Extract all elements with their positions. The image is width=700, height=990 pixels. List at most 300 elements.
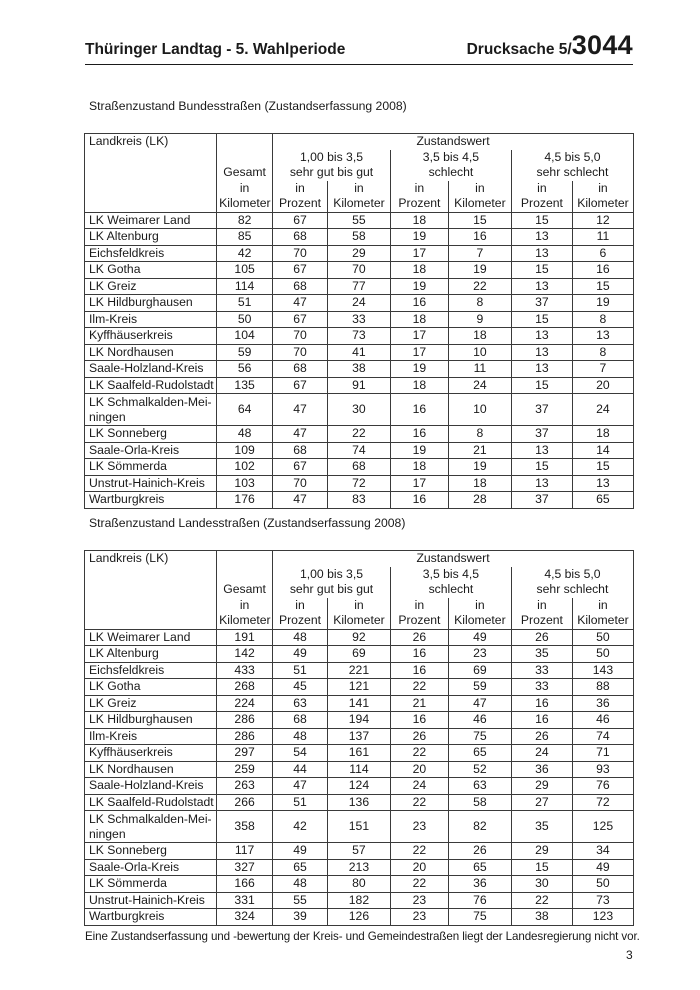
value-cell: 33 xyxy=(511,679,572,696)
value-cell: 8 xyxy=(448,426,511,443)
table-row xyxy=(85,909,634,926)
value-cell: 18 xyxy=(572,426,633,443)
value-cell: 59 xyxy=(448,679,511,696)
value-cell: 16 xyxy=(390,712,448,729)
value-cell: 19 xyxy=(390,361,448,378)
table-row xyxy=(85,679,634,696)
value-cell: 135 xyxy=(217,377,273,394)
range3-description: sehr schlecht xyxy=(536,165,609,180)
value-cell: 68 xyxy=(273,442,328,459)
unit-in-label: in xyxy=(354,180,364,195)
district-name: Saale-Orla-Kreis xyxy=(85,442,217,459)
district-header-label: Landkreis (LK) xyxy=(89,551,169,566)
value-cell: 324 xyxy=(217,909,273,926)
value-cell: 72 xyxy=(327,475,390,492)
value-cell: 22 xyxy=(327,426,390,443)
district-header-label: Landkreis (LK) xyxy=(89,134,169,149)
district-name: LK Hildburghausen xyxy=(85,712,217,729)
value-cell: 20 xyxy=(572,377,633,394)
value-cell: 64 xyxy=(217,394,273,426)
value-cell: 49 xyxy=(273,843,328,860)
value-cell: 55 xyxy=(273,892,328,909)
unit-in-label: in xyxy=(475,180,485,195)
table-row xyxy=(85,442,634,459)
table-row xyxy=(85,426,634,443)
value-cell: 13 xyxy=(511,442,572,459)
district-name: LK Nordhausen xyxy=(85,761,217,778)
unit-in-label: in xyxy=(354,597,364,612)
value-cell: 65 xyxy=(572,492,633,509)
value-cell: 266 xyxy=(217,794,273,811)
district-name: LK Gotha xyxy=(85,262,217,279)
value-cell: 16 xyxy=(390,394,448,426)
value-cell: 16 xyxy=(511,695,572,712)
value-cell: 17 xyxy=(390,245,448,262)
value-cell: 117 xyxy=(217,843,273,860)
unit-prozent-label: Prozent xyxy=(278,196,321,211)
value-cell: 91 xyxy=(327,377,390,394)
value-cell: 36 xyxy=(448,876,511,893)
value-cell: 114 xyxy=(327,761,390,778)
value-cell: 23 xyxy=(448,646,511,663)
district-name: LK Sonneberg xyxy=(85,426,217,443)
district-name: LK Weimarer Land xyxy=(85,212,217,229)
header-zustandswert xyxy=(273,134,634,150)
value-cell: 182 xyxy=(327,892,390,909)
value-cell: 143 xyxy=(572,662,633,679)
district-name: LK Greiz xyxy=(85,278,217,295)
unit-in-label: in xyxy=(537,180,547,195)
district-name: LK Altenburg xyxy=(85,646,217,663)
table2-caption: Straßenzustand Landesstraßen (Zustandserfassung 2008) xyxy=(89,516,406,530)
district-name: LK Greiz xyxy=(85,695,217,712)
value-cell: 18 xyxy=(390,212,448,229)
value-cell: 124 xyxy=(327,778,390,795)
value-cell: 75 xyxy=(448,909,511,926)
value-cell: 18 xyxy=(390,377,448,394)
zustandswert-label: Zustandswert xyxy=(416,551,490,566)
value-cell: 30 xyxy=(511,876,572,893)
unit-in-label: in xyxy=(239,597,250,612)
value-cell: 54 xyxy=(273,745,328,762)
value-cell: 24 xyxy=(390,778,448,795)
district-name: LK Hildburghausen xyxy=(85,295,217,312)
value-cell: 27 xyxy=(511,794,572,811)
value-cell: 176 xyxy=(217,492,273,509)
document-number xyxy=(467,30,633,61)
table-row xyxy=(85,295,634,312)
value-cell: 161 xyxy=(327,745,390,762)
district-name: LK Sömmerda xyxy=(85,876,217,893)
unit-kilometer-label: Kilometer xyxy=(454,196,506,211)
unit-in-label: in xyxy=(598,180,608,195)
value-cell: 47 xyxy=(273,778,328,795)
header-district xyxy=(85,551,217,567)
value-cell: 37 xyxy=(511,394,572,426)
value-cell: 23 xyxy=(390,909,448,926)
value-cell: 213 xyxy=(327,859,390,876)
value-cell: 20 xyxy=(390,761,448,778)
value-cell: 35 xyxy=(511,811,572,843)
value-cell: 45 xyxy=(273,679,328,696)
value-cell: 33 xyxy=(511,662,572,679)
table-row xyxy=(85,629,634,646)
value-cell: 33 xyxy=(327,311,390,328)
district-name: LK Saalfeld-Rudolstadt xyxy=(85,377,217,394)
value-cell: 13 xyxy=(511,475,572,492)
value-cell: 16 xyxy=(390,295,448,312)
page-header xyxy=(85,28,633,65)
value-cell: 44 xyxy=(273,761,328,778)
unit-prozent-label: Prozent xyxy=(398,196,441,211)
value-cell: 67 xyxy=(273,459,328,476)
value-cell: 29 xyxy=(511,843,572,860)
value-cell: 18 xyxy=(448,328,511,345)
value-cell: 88 xyxy=(572,679,633,696)
value-cell: 15 xyxy=(572,278,633,295)
value-cell: 67 xyxy=(273,377,328,394)
value-cell: 71 xyxy=(572,745,633,762)
range2-label: 3,5 bis 4,5 xyxy=(422,566,480,581)
value-cell: 327 xyxy=(217,859,273,876)
value-cell: 58 xyxy=(448,794,511,811)
district-name: Kyffhäuserkreis xyxy=(85,745,217,762)
table-row xyxy=(85,475,634,492)
unit-kilometer-label: Kilometer xyxy=(333,613,385,628)
value-cell: 137 xyxy=(327,728,390,745)
header-zustandswert xyxy=(273,551,634,567)
district-name: Saale-Holzland-Kreis xyxy=(85,361,217,378)
value-cell: 17 xyxy=(390,475,448,492)
value-cell: 11 xyxy=(572,229,633,246)
value-cell: 18 xyxy=(448,475,511,492)
table-row xyxy=(85,278,634,295)
table-row xyxy=(85,262,634,279)
value-cell: 65 xyxy=(448,745,511,762)
value-cell: 22 xyxy=(511,892,572,909)
district-name: LK Gotha xyxy=(85,679,217,696)
value-cell: 55 xyxy=(327,212,390,229)
value-cell: 26 xyxy=(390,728,448,745)
table2-landesstrassen xyxy=(84,550,634,926)
range1-description: sehr gut bis gut xyxy=(289,582,374,597)
value-cell: 224 xyxy=(217,695,273,712)
value-cell: 10 xyxy=(448,394,511,426)
value-cell: 15 xyxy=(511,377,572,394)
value-cell: 36 xyxy=(572,695,633,712)
value-cell: 74 xyxy=(327,442,390,459)
value-cell: 22 xyxy=(390,876,448,893)
table-row xyxy=(85,377,634,394)
value-cell: 57 xyxy=(327,843,390,860)
value-cell: 13 xyxy=(511,361,572,378)
unit-in-label: in xyxy=(598,597,608,612)
value-cell: 26 xyxy=(511,728,572,745)
value-cell: 6 xyxy=(572,245,633,262)
value-cell: 24 xyxy=(511,745,572,762)
value-cell: 9 xyxy=(448,311,511,328)
value-cell: 123 xyxy=(572,909,633,926)
table-row xyxy=(85,361,634,378)
value-cell: 15 xyxy=(511,859,572,876)
value-cell: 50 xyxy=(572,646,633,663)
value-cell: 433 xyxy=(217,662,273,679)
table-row xyxy=(85,646,634,663)
unit-kilometer-label: Kilometer xyxy=(454,613,506,628)
district-name: LK Sömmerda xyxy=(85,459,217,476)
value-cell: 47 xyxy=(273,295,328,312)
value-cell: 35 xyxy=(511,646,572,663)
value-cell: 24 xyxy=(572,394,633,426)
value-cell: 69 xyxy=(327,646,390,663)
value-cell: 38 xyxy=(327,361,390,378)
value-cell: 69 xyxy=(448,662,511,679)
value-cell: 16 xyxy=(448,229,511,246)
range1-description: sehr gut bis gut xyxy=(289,165,374,180)
value-cell: 22 xyxy=(390,794,448,811)
value-cell: 17 xyxy=(390,344,448,361)
district-name: Unstrut-Hainich-Kreis xyxy=(85,892,217,909)
value-cell: 19 xyxy=(572,295,633,312)
value-cell: 29 xyxy=(511,778,572,795)
district-name: Wartburgkreis xyxy=(85,909,217,926)
value-cell: 68 xyxy=(273,361,328,378)
table-row xyxy=(85,778,634,795)
unit-in-label: in xyxy=(414,597,425,612)
value-cell: 68 xyxy=(327,459,390,476)
parliament-title: Thüringer Landtag - 5. Wahlperiode xyxy=(85,41,346,58)
unit-kilometer-label: Kilometer xyxy=(577,196,629,211)
value-cell: 125 xyxy=(572,811,633,843)
value-cell: 19 xyxy=(390,442,448,459)
value-cell: 13 xyxy=(572,475,633,492)
value-cell: 93 xyxy=(572,761,633,778)
district-name: LK Saalfeld-Rudolstadt xyxy=(85,794,217,811)
unit-in-label: in xyxy=(537,597,547,612)
table-row xyxy=(85,229,634,246)
table-row xyxy=(85,811,634,843)
value-cell: 16 xyxy=(390,492,448,509)
gesamt-label: Gesamt xyxy=(223,165,266,180)
value-cell: 141 xyxy=(327,695,390,712)
table-row xyxy=(85,761,634,778)
value-cell: 48 xyxy=(217,426,273,443)
district-name: Kyffhäuserkreis xyxy=(85,328,217,345)
value-cell: 263 xyxy=(217,778,273,795)
value-cell: 18 xyxy=(390,262,448,279)
district-name: LK Nordhausen xyxy=(85,344,217,361)
value-cell: 19 xyxy=(390,229,448,246)
value-cell: 72 xyxy=(572,794,633,811)
value-cell: 13 xyxy=(511,278,572,295)
value-cell: 39 xyxy=(273,909,328,926)
table-row xyxy=(85,695,634,712)
unit-kilometer-label: Kilometer xyxy=(577,613,629,628)
value-cell: 22 xyxy=(390,745,448,762)
value-cell: 49 xyxy=(273,646,328,663)
value-cell: 297 xyxy=(217,745,273,762)
value-cell: 50 xyxy=(572,876,633,893)
unit-in-label: in xyxy=(295,180,305,195)
value-cell: 49 xyxy=(448,629,511,646)
value-cell: 23 xyxy=(390,811,448,843)
value-cell: 36 xyxy=(511,761,572,778)
value-cell: 21 xyxy=(390,695,448,712)
value-cell: 85 xyxy=(217,229,273,246)
district-name: LK Weimarer Land xyxy=(85,629,217,646)
value-cell: 14 xyxy=(572,442,633,459)
district-name: Wartburgkreis xyxy=(85,492,217,509)
value-cell: 259 xyxy=(217,761,273,778)
value-cell: 75 xyxy=(448,728,511,745)
value-cell: 38 xyxy=(511,909,572,926)
value-cell: 68 xyxy=(273,712,328,729)
value-cell: 67 xyxy=(273,262,328,279)
value-cell: 24 xyxy=(448,377,511,394)
value-cell: 58 xyxy=(327,229,390,246)
value-cell: 16 xyxy=(390,426,448,443)
value-cell: 136 xyxy=(327,794,390,811)
table-row xyxy=(85,712,634,729)
value-cell: 286 xyxy=(217,712,273,729)
value-cell: 16 xyxy=(390,646,448,663)
value-cell: 37 xyxy=(511,426,572,443)
value-cell: 82 xyxy=(448,811,511,843)
value-cell: 109 xyxy=(217,442,273,459)
range2-description: schlecht xyxy=(428,165,474,180)
value-cell: 15 xyxy=(511,212,572,229)
table-row xyxy=(85,212,634,229)
district-name: Eichsfeldkreis xyxy=(85,245,217,262)
value-cell: 20 xyxy=(390,859,448,876)
table-row xyxy=(85,344,634,361)
value-cell: 16 xyxy=(511,712,572,729)
table-row xyxy=(85,459,634,476)
value-cell: 286 xyxy=(217,728,273,745)
value-cell: 29 xyxy=(327,245,390,262)
value-cell: 102 xyxy=(217,459,273,476)
value-cell: 19 xyxy=(448,262,511,279)
unit-prozent-label: Prozent xyxy=(278,613,321,628)
unit-kilometer-label: Kilometer xyxy=(219,613,271,628)
value-cell: 77 xyxy=(327,278,390,295)
unit-kilometer-label: Kilometer xyxy=(219,196,271,211)
value-cell: 104 xyxy=(217,328,273,345)
value-cell: 8 xyxy=(572,311,633,328)
value-cell: 26 xyxy=(511,629,572,646)
range1-label: 1,00 bis 3,5 xyxy=(299,566,363,581)
value-cell: 221 xyxy=(327,662,390,679)
value-cell: 105 xyxy=(217,262,273,279)
value-cell: 15 xyxy=(511,459,572,476)
value-cell: 63 xyxy=(448,778,511,795)
table-row xyxy=(85,728,634,745)
value-cell: 76 xyxy=(572,778,633,795)
value-cell: 67 xyxy=(273,212,328,229)
value-cell: 68 xyxy=(273,229,328,246)
footnote: Eine Zustandserfassung und -bewertung der Kreis- und Gemeindestraßen liegt der Landesregierung nicht vor. xyxy=(85,930,640,943)
value-cell: 70 xyxy=(273,344,328,361)
value-cell: 48 xyxy=(273,876,328,893)
value-cell: 92 xyxy=(327,629,390,646)
value-cell: 16 xyxy=(572,262,633,279)
value-cell: 22 xyxy=(390,679,448,696)
value-cell: 11 xyxy=(448,361,511,378)
value-cell: 26 xyxy=(448,843,511,860)
zustandswert-label: Zustandswert xyxy=(416,134,490,149)
value-cell: 15 xyxy=(572,459,633,476)
document-number-prefix: Drucksache 5/ xyxy=(466,41,572,58)
table-row xyxy=(85,794,634,811)
value-cell: 65 xyxy=(448,859,511,876)
value-cell: 166 xyxy=(217,876,273,893)
table1-caption: Straßenzustand Bundesstraßen (Zustandserfassung 2008) xyxy=(89,99,407,113)
district-name: LK Schmalkalden-Mei- ningen xyxy=(85,811,217,843)
range1-label: 1,00 bis 3,5 xyxy=(299,149,363,164)
value-cell: 194 xyxy=(327,712,390,729)
value-cell: 74 xyxy=(572,728,633,745)
value-cell: 47 xyxy=(273,426,328,443)
value-cell: 46 xyxy=(572,712,633,729)
value-cell: 142 xyxy=(217,646,273,663)
value-cell: 34 xyxy=(572,843,633,860)
district-name: Saale-Orla-Kreis xyxy=(85,859,217,876)
value-cell: 51 xyxy=(273,662,328,679)
value-cell: 48 xyxy=(273,629,328,646)
value-cell: 80 xyxy=(327,876,390,893)
value-cell: 19 xyxy=(448,459,511,476)
table-row xyxy=(85,876,634,893)
value-cell: 82 xyxy=(217,212,273,229)
value-cell: 48 xyxy=(273,728,328,745)
district-name: Ilm-Kreis xyxy=(85,311,217,328)
value-cell: 37 xyxy=(511,295,572,312)
table-row xyxy=(85,745,634,762)
district-name: Saale-Holzland-Kreis xyxy=(85,778,217,795)
value-cell: 8 xyxy=(448,295,511,312)
value-cell: 7 xyxy=(448,245,511,262)
value-cell: 21 xyxy=(448,442,511,459)
value-cell: 65 xyxy=(273,859,328,876)
district-name: LK Altenburg xyxy=(85,229,217,246)
value-cell: 121 xyxy=(327,679,390,696)
header-district xyxy=(85,134,217,150)
value-cell: 13 xyxy=(511,229,572,246)
value-cell: 10 xyxy=(448,344,511,361)
value-cell: 70 xyxy=(273,328,328,345)
value-cell: 70 xyxy=(273,245,328,262)
range3-label: 4,5 bis 5,0 xyxy=(544,566,601,581)
value-cell: 73 xyxy=(572,892,633,909)
value-cell: 51 xyxy=(217,295,273,312)
unit-prozent-label: Prozent xyxy=(398,613,441,628)
unit-in-label: in xyxy=(295,597,305,612)
gesamt-label: Gesamt xyxy=(223,582,266,597)
value-cell: 47 xyxy=(273,394,328,426)
value-cell: 17 xyxy=(390,328,448,345)
value-cell: 70 xyxy=(273,475,328,492)
value-cell: 22 xyxy=(390,843,448,860)
table-row xyxy=(85,859,634,876)
value-cell: 13 xyxy=(572,328,633,345)
value-cell: 46 xyxy=(448,712,511,729)
value-cell: 8 xyxy=(572,344,633,361)
value-cell: 50 xyxy=(217,311,273,328)
range3-label: 4,5 bis 5,0 xyxy=(544,149,601,164)
value-cell: 56 xyxy=(217,361,273,378)
range2-label: 3,5 bis 4,5 xyxy=(422,149,480,164)
value-cell: 268 xyxy=(217,679,273,696)
